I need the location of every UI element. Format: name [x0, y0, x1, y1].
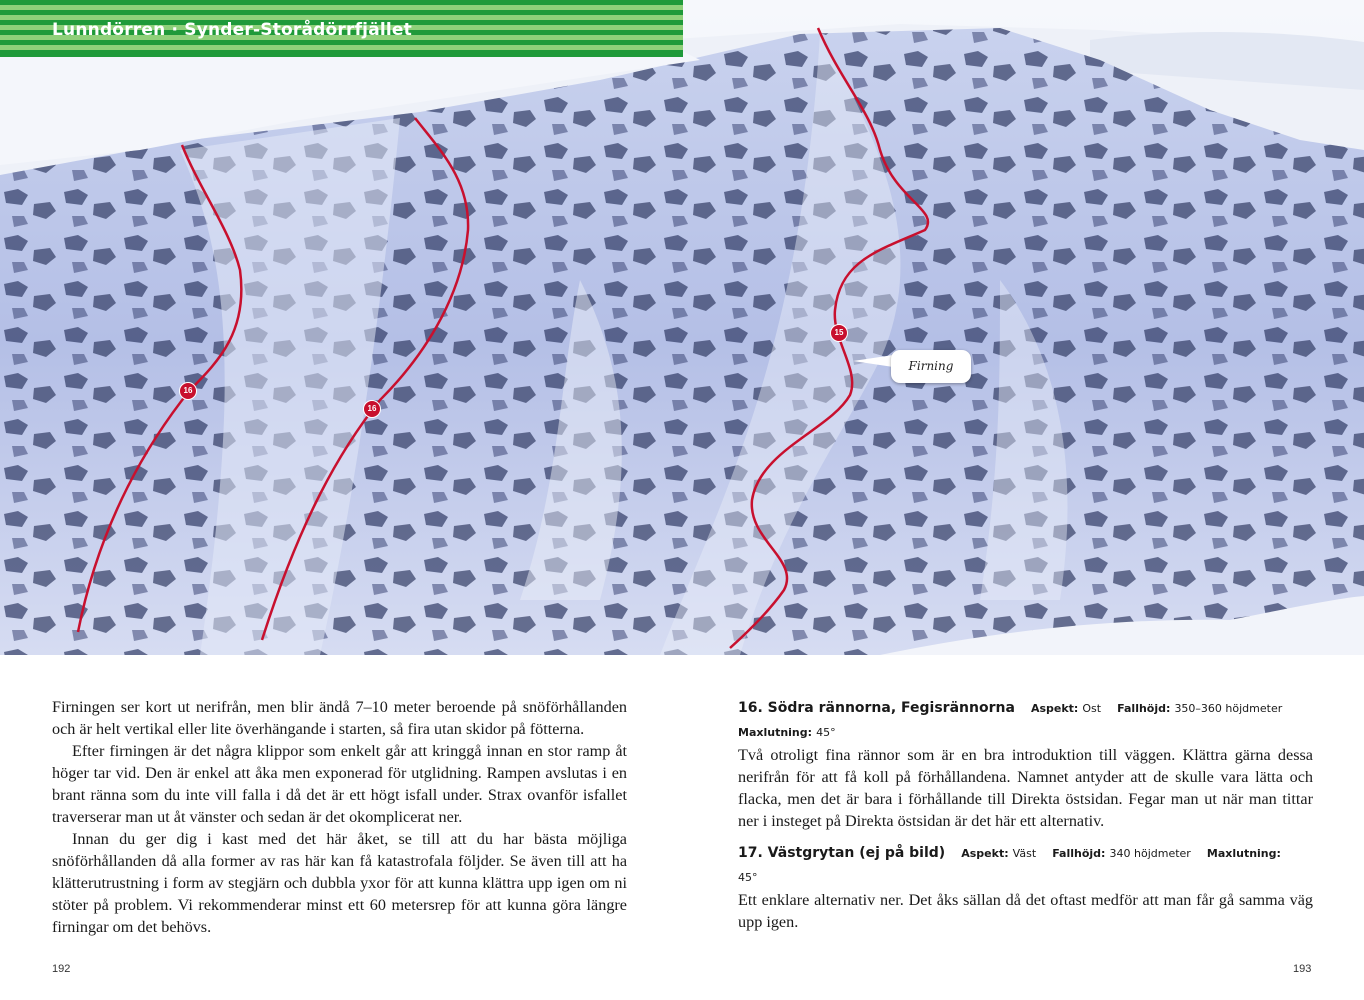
- aspect-label: Aspekt:: [1030, 702, 1079, 715]
- route-title: 17. Västgrytan (ej på bild): [738, 845, 946, 861]
- route-heading: [738, 841, 1313, 889]
- slope-label: Maxlutning:: [738, 726, 813, 739]
- slope-label: Maxlutning:: [1206, 847, 1281, 860]
- aspect-label: Aspekt:: [961, 847, 1009, 860]
- drop-value: 350–360 höjdmeter: [1174, 702, 1283, 715]
- chapter-title: Lunndörren · Synder-Storådörrfjället: [52, 20, 412, 40]
- paragraph: Firningen ser kort ut nerifrån, men blir ändå 7–10 meter beroende på snöförhållanden och är helt vertikal eller lite överhängande i starten, så fira utan skidor på fötterna.: [52, 698, 627, 738]
- aspect-value: Ost: [1082, 702, 1102, 715]
- slope-value: 45°: [816, 726, 836, 739]
- drop-label: Fallhöjd:: [1052, 847, 1106, 860]
- route-marker-16: 16: [179, 382, 197, 400]
- route-text: Ett enklare alternativ ner. Det åks sällan då det oftast medför att man får gå samma väg upp igen.: [738, 891, 1313, 931]
- route-text: Två otroligt fina rännor som är en bra introduktion till väggen. Klättra gärna dessa nerifrån för att få koll på förhållandena. Namnet antyder att de skulle vara lätta och flacka, men det är bara i förhållande till Direkta östsidan. Fegar man ut när man tittar ner i insteget på Direkta östsidan är det här ett alternativ.: [738, 746, 1313, 830]
- route-marker-16: 16: [363, 400, 381, 418]
- drop-label: Fallhöjd:: [1117, 702, 1171, 715]
- page-number-left: 192: [52, 963, 71, 975]
- left-column-text: [52, 696, 627, 938]
- paragraph: Innan du ger dig i kast med det här åket, se till att du har bästa möjliga snöförhållanden då alla former av ras här kan få katastrofala följder. Se även till att ha klätterutrustning i form av stegjärn och dubbla yxor för att kunna klättra upp igen om ni stöter på problem. Vi rekommenderar minst ett 60 metersrep för att kunna göra längre firningar om det behövs.: [52, 830, 627, 936]
- paragraph: Efter firningen är det några klippor som enkelt går att kringgå innan en stor ramp åt höger tar vid. Den är enkel att åka men exponerad för utglidning. Rampen avslutas i en brant ränna som du inte vill falla i då det är ett högt isfall under. Strax ovanför isfallet traverserar man ut åt vänster och sedan är det okomplicerat ner.: [52, 742, 627, 826]
- slope-value: 45°: [738, 871, 758, 884]
- drop-value: 340 höjdmeter: [1109, 847, 1191, 860]
- page-number-right: 193: [1293, 963, 1312, 975]
- callout-pointer: [853, 355, 893, 367]
- right-column-text: [738, 696, 1313, 933]
- route-description-17: [738, 841, 1313, 933]
- aspect-value: Väst: [1012, 847, 1037, 860]
- firning-callout: Firning: [891, 350, 971, 383]
- route-title: 16. Södra rännorna, Fegisrännorna: [738, 700, 1015, 716]
- route-marker-15: 15: [830, 324, 848, 342]
- route-heading: [738, 696, 1313, 744]
- route-description-16: [738, 696, 1313, 832]
